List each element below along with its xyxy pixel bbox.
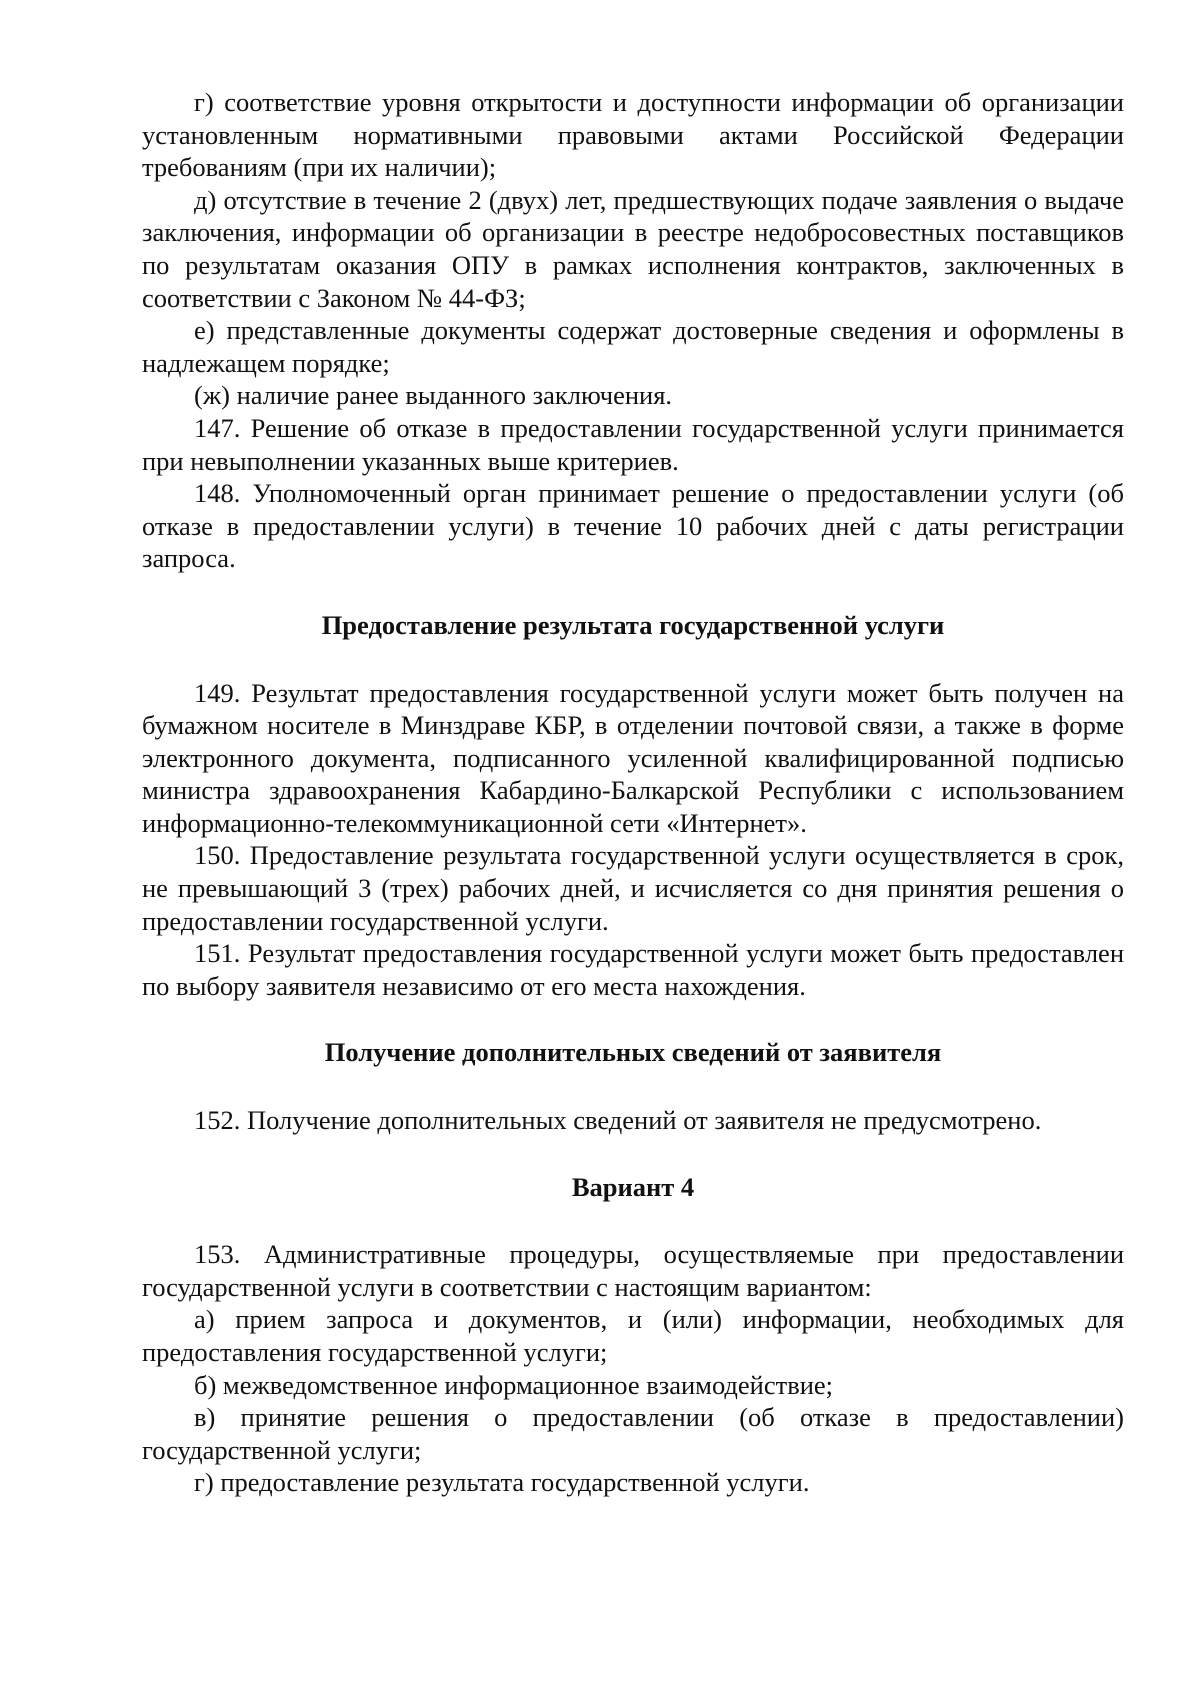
paragraph-152: 152. Получение дополнительных сведений от заявителя не предусмотрено. <box>194 1105 1042 1136</box>
paragraph-153: 153. Административные процедуры, осуществляемые при предоставлении государственной услуги в соответствии с настоящим вариантом: <box>142 1239 1124 1302</box>
paragraph-v-decision: в) принятие решения о предоставлении (об отказе в предоставлении) государственной услуги; <box>142 1402 1124 1465</box>
paragraph-zh-previous: (ж) наличие ранее выданного заключения. <box>194 380 673 411</box>
paragraph-a-intake: а) прием запроса и документов, и (или) информации, необходимых для предоставления государственной услуги; <box>142 1304 1124 1367</box>
document-body <box>142 86 1124 1499</box>
paragraph-148: 148. Уполномоченный орган принимает решение о предоставлении услуги (об отказе в предоставлении услуги) в течение 10 рабочих дней с даты регистрации запроса. <box>142 478 1124 574</box>
paragraph-d-registry: д) отсутствие в течение 2 (двух) лет, предшествующих подаче заявления о выдаче заключения, информации об организации в реестре недобросовестных поставщиков по результатам оказания ОПУ в рамках исполнения контрактов, заключенных в соответствии с Законом № 44-ФЗ; <box>142 184 1124 313</box>
paragraph-149: 149. Результат предоставления государственной услуги может быть получен на бумажном носителе в Минздраве КБР, в отделении почтовой связи, а также в форме электронного документа, подписанного усиленной квалифицированной подписью министра здравоохранения Кабардино-Балкарской Республики с использованием информационно-телекоммуникационной сети «Интернет». <box>142 677 1124 838</box>
paragraph-151: 151. Результат предоставления государственной услуги может быть предоставлен по выбору заявителя независимо от его места нахождения. <box>142 938 1124 1001</box>
paragraph-g-openness: г) соответствие уровня открытости и доступности информации об организации установленным нормативными правовыми актами Российской Федерации требованиям (при их наличии); <box>142 87 1124 183</box>
section-heading-result: Предоставление результата государственной услуги <box>321 609 945 640</box>
section-heading-variant-4: Вариант 4 <box>571 1171 695 1202</box>
paragraph-b-interagency: б) межведомственное информационное взаимодействие; <box>194 1369 834 1400</box>
paragraph-147: 147. Решение об отказе в предоставлении государственной услуги принимается при невыполнении указанных выше критериев. <box>142 412 1124 476</box>
paragraph-g-result: г) предоставление результата государственной услуги. <box>194 1467 810 1498</box>
paragraph-e-documents: е) представленные документы содержат достоверные сведения и оформлены в надлежащем порядке; <box>142 315 1124 378</box>
paragraph-150: 150. Предоставление результата государственной услуги осуществляется в срок, не превышающий 3 (трех) рабочих дней, и исчисляется со дня принятия решения о предоставлении государственной услуги. <box>142 840 1124 936</box>
section-heading-additional-info: Получение дополнительных сведений от заявителя <box>324 1037 942 1068</box>
